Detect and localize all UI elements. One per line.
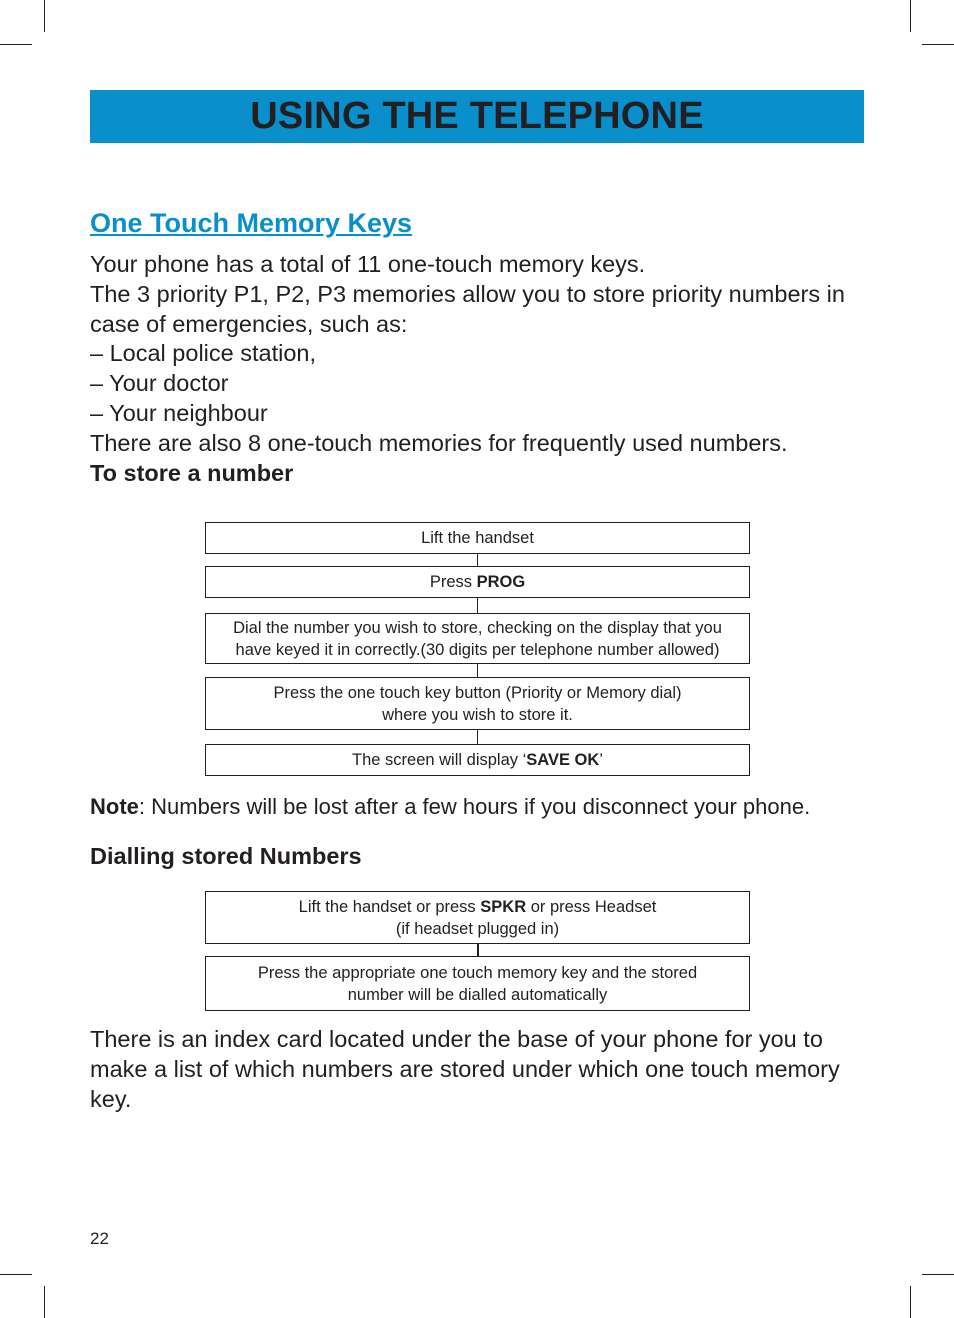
flow-step-text: Press PROG: [429, 573, 526, 591]
flow-step: [205, 744, 750, 776]
flow-step: [205, 522, 750, 554]
page-number: 22: [90, 1229, 109, 1248]
intro-line: – Your doctor: [90, 370, 229, 397]
crop-mark: [922, 1274, 954, 1275]
intro-line: There are also 8 one-touch memories for frequently used numbers.: [90, 429, 788, 456]
store-heading: To store a number: [90, 459, 294, 486]
flow-connector: [477, 664, 478, 677]
flow-step-text: Dial the number you wish to store, checking on the display that you: [233, 618, 722, 637]
crop-mark: [910, 1286, 911, 1318]
flow-step: [205, 613, 750, 664]
note-label: Note: [90, 794, 139, 819]
flow-step: [205, 566, 750, 598]
flow-connector: [477, 598, 478, 613]
flow-step-text: Press the one touch key button (Priority or Memory dial): [273, 683, 682, 702]
flow-connector: [477, 554, 478, 566]
flow-connector: [477, 944, 479, 956]
flow-step-text: number will be dialled automatically: [347, 985, 608, 1004]
dialling-flowchart: [205, 891, 750, 1013]
flow-connector: [477, 730, 478, 744]
flow-step-text: Lift the handset or press SPKR or press Headset: [298, 897, 657, 916]
title-banner: [90, 90, 864, 143]
section-title: One Touch Memory Keys: [90, 208, 413, 238]
flow-step-text: The screen will display ‘SAVE OK’: [352, 751, 603, 769]
flow-step-text: (if headset plugged in): [395, 919, 560, 938]
store-flowchart: [205, 522, 750, 776]
intro-text: [90, 250, 866, 488]
intro-line: The 3 priority P1, P2, P3 memories allow you to store priority numbers in case of emergencies, such as:: [90, 280, 845, 337]
crop-mark: [44, 1286, 45, 1318]
flow-step-text: Lift the handset: [421, 529, 534, 547]
flow-step-text: Press the appropriate one touch memory key and the stored: [257, 963, 698, 982]
intro-line: – Local police station,: [90, 340, 317, 367]
note-text: Note: Numbers will be lost after a few hours if you disconnect your phone.: [90, 794, 811, 819]
intro-line: Your phone has a total of 11 one-touch memory keys.: [90, 251, 646, 277]
intro-line: – Your neighbour: [90, 399, 268, 426]
closing-paragraph: There is an index card located under the base of your phone for you to make a list of which numbers are stored under which one touch memory key.: [90, 1026, 840, 1112]
flow-step: [205, 891, 750, 944]
crop-mark: [922, 44, 954, 45]
flow-step: [205, 956, 750, 1011]
dialling-heading: Dialling stored Numbers: [90, 843, 362, 869]
flow-step-text: where you wish to store it.: [382, 705, 573, 724]
page-title: USING THE TELEPHONE: [250, 95, 704, 137]
crop-mark: [44, 0, 45, 32]
flow-step: [205, 677, 750, 730]
crop-mark: [0, 44, 32, 45]
crop-mark: [0, 1274, 32, 1275]
crop-mark: [910, 0, 911, 32]
flow-step-text: have keyed it in correctly.(30 digits per telephone number allowed): [235, 640, 720, 659]
